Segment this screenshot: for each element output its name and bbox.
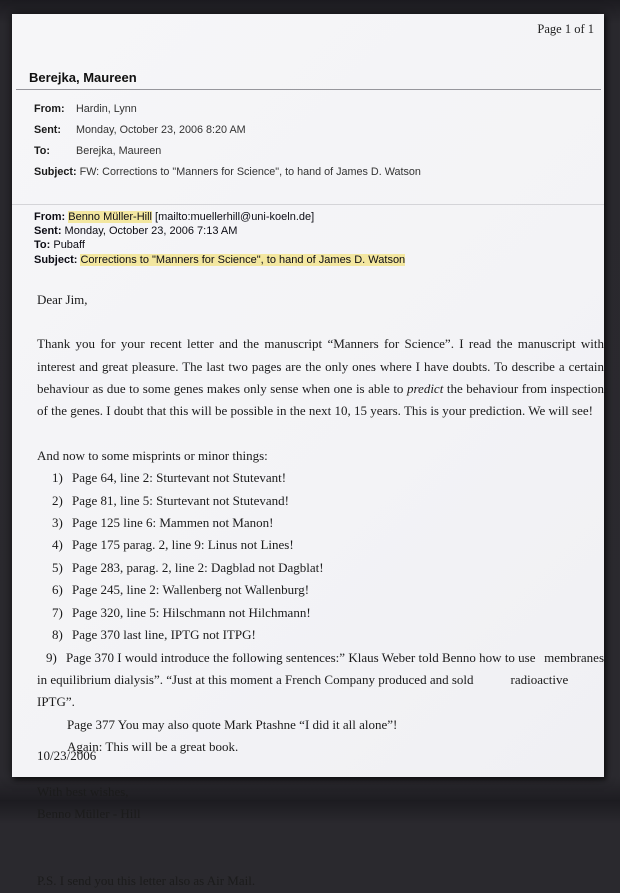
item-number: 1) bbox=[52, 470, 63, 486]
forwarded-header bbox=[34, 210, 604, 267]
header-field-sent bbox=[34, 120, 604, 141]
item-text: Page 320, line 5: Hilschmann not Hilchmann! bbox=[72, 604, 311, 620]
section-divider bbox=[12, 204, 604, 205]
item-text: Page 81, line 5: Sturtevant not Stutevand! bbox=[72, 492, 289, 508]
item-number: 3) bbox=[52, 515, 63, 531]
postscript: P.S. I send you this letter also as Air Mail. bbox=[37, 873, 256, 889]
sent-value: Monday, October 23, 2006 8:20 AM bbox=[76, 124, 246, 136]
item-number: 8) bbox=[52, 627, 63, 643]
recipient-title: Berejka, Maureen bbox=[16, 70, 601, 90]
misprints-intro: And now to some misprints or minor things: bbox=[37, 447, 268, 463]
fwd-field-sent bbox=[34, 224, 604, 238]
misprint-item-9-line2 bbox=[37, 669, 604, 714]
item-text: Page 175 parag. 2, line 9: Linus not Lines! bbox=[72, 537, 294, 553]
item-number: 7) bbox=[52, 604, 63, 620]
item-number: 5) bbox=[52, 559, 63, 575]
print-date: 10/23/2006 bbox=[37, 748, 97, 763]
letter-body bbox=[37, 289, 604, 893]
fwd-field-subject bbox=[34, 253, 604, 267]
item-number: 6) bbox=[52, 582, 63, 598]
signature: Benno Müller - Hill bbox=[37, 805, 141, 821]
fwd-from-highlighted: Benno Müller-Hill bbox=[68, 211, 152, 223]
fwd-field-from bbox=[34, 210, 604, 224]
paragraph-text-end: the behaviour from inspection of the genes. I doubt that this will be possible in the next 10, 15 years. This is your prediction. We will see! bbox=[37, 381, 604, 419]
misprint-item bbox=[37, 624, 604, 646]
fwd-to-value: Pubaff bbox=[50, 239, 85, 252]
email-page bbox=[12, 14, 604, 889]
misprint-item bbox=[37, 512, 604, 534]
from-value: Hardin, Lynn bbox=[76, 103, 137, 115]
sent-label: Sent: bbox=[34, 124, 61, 136]
misprint-item bbox=[37, 557, 604, 579]
item-number: 2) bbox=[52, 492, 63, 508]
opening-paragraph bbox=[37, 333, 604, 423]
item-number: 4) bbox=[52, 537, 63, 553]
item-text: Page 283, parag. 2, line 2: Dagblad not Dagblat! bbox=[72, 559, 324, 575]
outer-header bbox=[34, 99, 604, 183]
fwd-subject-label: Subject: bbox=[34, 253, 78, 266]
header-field-from bbox=[34, 99, 604, 120]
item-text: Page 245, line 2: Wallenberg not Wallenburg! bbox=[72, 582, 310, 598]
item-text: Page 370 last line, IPTG not ITPG! bbox=[72, 627, 256, 643]
misprint-item-9-line1 bbox=[37, 647, 604, 669]
salutation: Dear Jim, bbox=[37, 291, 88, 307]
closing-line: With best wishes, bbox=[37, 783, 129, 799]
item-text: in equilibrium dialysis”. “Just at this moment a French Company produced and sold bbox=[37, 671, 474, 687]
misprint-item bbox=[37, 490, 604, 512]
misprint-item-9-line3: Page 377 You may also quote Mark Ptashne “I did it all alone”! bbox=[67, 716, 398, 732]
item-text-tail: radioactive IPTG”. bbox=[37, 671, 569, 710]
fwd-from-mailto: [mailto:muellerhill@uni-koeln.de] bbox=[152, 211, 315, 223]
misprint-item-9-line4: Again: This will be a great book. bbox=[67, 739, 239, 755]
header-field-to bbox=[34, 141, 604, 162]
fwd-sent-label: Sent: bbox=[34, 225, 62, 238]
subject-value: FW: Corrections to "Manners for Science", to hand of James D. Watson bbox=[79, 166, 421, 178]
to-label: To: bbox=[34, 145, 50, 157]
item-text: Page 370 I would introduce the following sentences:” Klaus Weber told Benno how to use bbox=[66, 649, 536, 665]
fwd-from-label: From: bbox=[34, 211, 66, 223]
item-text: Page 64, line 2: Sturtevant not Stutevant! bbox=[72, 470, 287, 486]
item-text: Page 125 line 6: Mammen not Manon! bbox=[72, 515, 274, 531]
item-text-tail: membranes bbox=[544, 649, 604, 665]
fwd-to-label: To: bbox=[34, 239, 51, 252]
fwd-field-to bbox=[34, 238, 604, 252]
header-field-subject bbox=[34, 162, 604, 183]
page-number: Page 1 of 1 bbox=[537, 22, 594, 36]
italic-word: predict bbox=[406, 381, 444, 397]
misprint-item bbox=[37, 467, 604, 489]
paragraph-text: Thank you for your recent letter and the manuscript “Manners for Science”. I read the manuscript with interest and great pleasure. The last two pages are the only ones where I have doubts. To describe a certain behaviour as due to some genes makes only sense when one is able to bbox=[37, 336, 604, 397]
fwd-subject-highlighted: Corrections to "Manners for Science", to hand of James D. Watson bbox=[80, 253, 406, 266]
fwd-sent-value: Monday, October 23, 2006 7:13 AM bbox=[61, 225, 238, 238]
item-number: 9) bbox=[46, 649, 57, 665]
subject-label: Subject: bbox=[34, 166, 77, 178]
misprint-item bbox=[37, 602, 604, 624]
misprint-item bbox=[37, 534, 604, 556]
to-value: Berejka, Maureen bbox=[76, 145, 162, 157]
from-label: From: bbox=[34, 103, 65, 115]
misprint-item bbox=[37, 579, 604, 601]
